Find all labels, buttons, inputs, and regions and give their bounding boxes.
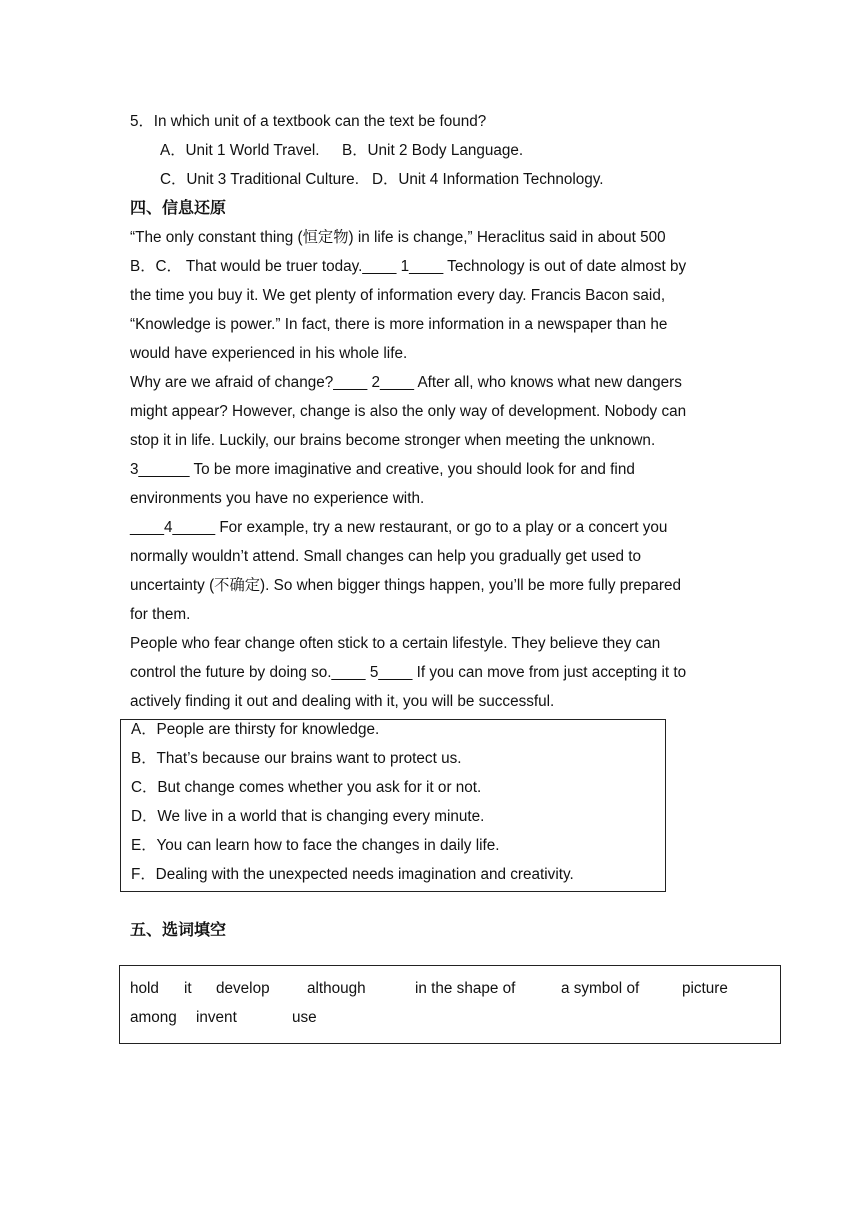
word-bank-item: hold	[130, 980, 159, 997]
option-item: F．Dealing with the unexpected needs imagination and creativity.	[131, 866, 574, 883]
options-box	[120, 719, 666, 892]
option-item: D．We live in a world that is changing every minute.	[131, 808, 485, 825]
section-5-heading: 五、选词填空	[130, 922, 227, 939]
passage-line: B．C． That would be truer today.____ 1____ Technology is out of date almost by	[130, 258, 687, 275]
passage-line: the time you buy it. We get plenty of information every day. Francis Bacon said,	[130, 287, 666, 304]
section-4-heading: 四、信息还原	[130, 200, 227, 217]
option-c: C．Unit 3 Traditional Culture.	[160, 171, 359, 188]
word-bank-item: among	[130, 1009, 177, 1026]
passage-line: uncertainty (不确定). So when bigger things happen, you’ll be more fully prepared	[130, 577, 681, 594]
word-bank-item: invent	[196, 1009, 237, 1026]
passage-line: would have experienced in his whole life.	[130, 345, 408, 362]
passage-line: stop it in life. Luckily, our brains become stronger when meeting the unknown.	[130, 432, 656, 449]
word-bank-item: it	[184, 980, 192, 997]
question-5: 5．In which unit of a textbook can the text be found?	[130, 113, 487, 130]
word-bank-item: in the shape of	[415, 980, 516, 997]
option-item: E．You can learn how to face the changes in daily life.	[131, 837, 500, 854]
option-d: D．Unit 4 Information Technology.	[372, 171, 604, 188]
option-item: B．That’s because our brains want to protect us.	[131, 750, 462, 767]
option-item: A．People are thirsty for knowledge.	[131, 721, 380, 738]
word-bank-item: a symbol of	[561, 980, 640, 997]
passage-line: for them.	[130, 606, 191, 623]
word-bank-item: use	[292, 1009, 317, 1026]
option-a: A．Unit 1 World Travel.	[160, 142, 320, 159]
word-bank-item: picture	[682, 980, 728, 997]
passage-line: Why are we afraid of change?____ 2____ After all, who knows what new dangers	[130, 374, 682, 391]
passage-line: ____4_____ For example, try a new restaurant, or go to a play or a concert you	[130, 519, 668, 536]
passage-line: “The only constant thing (恒定物) in life is change,” Heraclitus said in about 500	[130, 229, 666, 246]
option-item: C．But change comes whether you ask for it or not.	[131, 779, 482, 796]
option-b: B．Unit 2 Body Language.	[342, 142, 524, 159]
passage-line: 3______ To be more imaginative and creative, you should look for and find	[130, 461, 635, 478]
word-bank-item: although	[307, 980, 366, 997]
passage-line: “Knowledge is power.” In fact, there is more information in a newspaper than he	[130, 316, 668, 333]
passage-line: normally wouldn’t attend. Small changes can help you gradually get used to	[130, 548, 642, 565]
passage-line: might appear? However, change is also the only way of development. Nobody can	[130, 403, 687, 420]
passage-line: People who fear change often stick to a certain lifestyle. They believe they can	[130, 635, 661, 652]
passage-line: actively finding it out and dealing with it, you will be successful.	[130, 693, 555, 710]
passage-line: environments you have no experience with.	[130, 490, 425, 507]
passage-line: control the future by doing so.____ 5____ If you can move from just accepting it to	[130, 664, 687, 681]
word-bank-box	[119, 965, 781, 1044]
word-bank-item: develop	[216, 980, 270, 997]
